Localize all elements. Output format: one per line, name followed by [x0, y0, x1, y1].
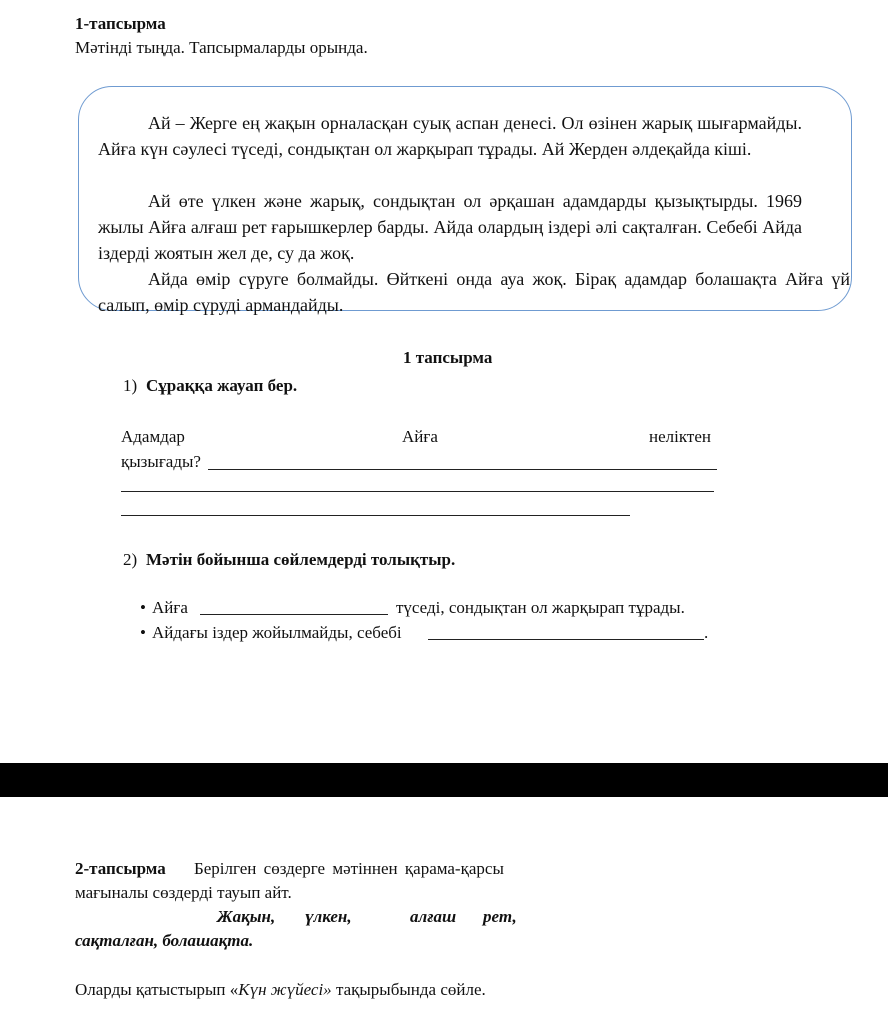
q1-title: Сұраққа жауап бер.: [146, 376, 298, 395]
passage-paragraph-3: Айда өмір сүруге болмайды. Өйткені онда ауа жоқ. Бірақ адамдар болашақта Айға үй салып, өмір сүруді армандайды.: [98, 269, 850, 315]
words-line-2: сақталған, болашақта.: [75, 931, 254, 950]
word-zhakyn: Жақын,: [217, 907, 276, 926]
passage-paragraph-2: Ай өте үлкен және жарық, сондықтан ол әрқашан адамдарды қызықтырды. 1969 жылы Айға алғаш рет ғарышкерлер барды. Айда олардың іздері әлі сақталған. Себебі Айда іздерді жоятын жел де, су да жоқ.: [98, 191, 802, 263]
task2-text-part1: Берілген сөздерге мәтіннен қарама-қарсы: [194, 859, 504, 878]
task1-instruction: Мәтінді тыңда. Тапсырмаларды орында.: [75, 38, 368, 57]
q2-title: Мәтін бойынша сөйлемдерді толықтыр.: [146, 550, 456, 569]
word-ulken: үлкен,: [305, 907, 352, 926]
q1-word-nelikten: неліктен: [649, 427, 711, 446]
bullet1-end: түседі, сондықтан ол жарқырап тұрады.: [396, 598, 685, 617]
q1-number: 1): [123, 376, 138, 395]
task2-text-part2: мағыналы сөздерді тауып айт.: [75, 883, 292, 902]
q1-word-aiga: Айға: [402, 427, 438, 446]
bullet2-start: Айдағы іздер жойылмайды, себебі: [152, 623, 402, 642]
bullet2-end: .: [704, 623, 709, 642]
task1-title: 1-тапсырма: [75, 14, 166, 33]
fill-line-1: [200, 614, 388, 615]
q1-word-adamdar: Адамдар: [121, 427, 185, 446]
final-topic: Күн жүйесі»: [238, 980, 332, 999]
answer-line-3: [121, 515, 630, 516]
passage-paragraph-1: Ай – Жерге ең жақын орналасқан суық аспан денесі. Ол өзінен жарық шығармайды. Айға күн сәулесі түседі, сондықтан ол жарқырап тұрады. Ай Жерден әлдеқайда кіші.: [98, 113, 802, 159]
q2-number: 2): [123, 550, 138, 569]
final-instruction: [75, 980, 486, 1000]
bullet-dot: •: [140, 598, 146, 617]
word-algash: алғаш: [410, 907, 457, 926]
bullet1-start: Айға: [152, 598, 188, 617]
word-ret: рет,: [483, 907, 517, 926]
answer-line-2: [121, 491, 714, 492]
section-title: 1 тапсырма: [403, 348, 493, 367]
answer-line-1: [208, 469, 717, 470]
final-end: тақырыбында сөйле.: [331, 980, 486, 999]
bullet-dot: •: [140, 623, 146, 642]
fill-line-2: [428, 639, 704, 640]
black-separator-band: [0, 763, 888, 797]
q1-word-kyzygady: қызығады?: [121, 452, 201, 471]
task2-title: 2-тапсырма: [75, 859, 166, 878]
final-start: Оларды қатыстырып «: [75, 980, 239, 999]
